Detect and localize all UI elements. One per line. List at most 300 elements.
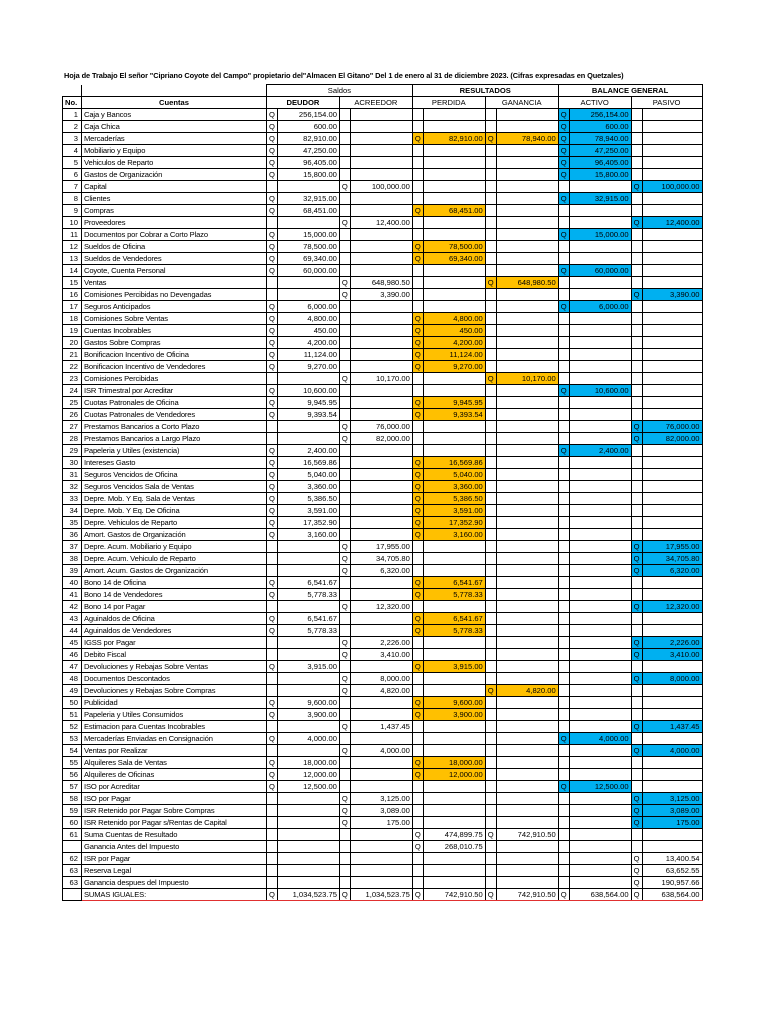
perdida-currency — [412, 229, 423, 241]
activo-currency — [558, 625, 569, 637]
empty-cell — [277, 865, 339, 877]
empty-cell — [569, 853, 631, 865]
activo-value: 6,000.00 — [569, 301, 631, 313]
ganancia-value: 742,910.50 — [496, 829, 558, 841]
acreedor-value — [350, 493, 412, 505]
account-name: Bono 14 de Oficina — [82, 577, 267, 589]
perdida-value — [423, 277, 485, 289]
row-number: 52 — [63, 721, 82, 733]
pasivo-value: 34,705.80 — [642, 553, 702, 565]
deudor-currency: Q — [267, 757, 278, 769]
account-name: Bonificacion Incentivo de Vendedores — [82, 361, 267, 373]
row-number: 7 — [63, 181, 82, 193]
perdida-value — [423, 433, 485, 445]
ganancia-value — [496, 421, 558, 433]
activo-value — [569, 757, 631, 769]
pasivo-currency: Q — [631, 421, 642, 433]
row-number: 44 — [63, 625, 82, 637]
ganancia-value — [496, 457, 558, 469]
acreedor-value: 10,170.00 — [350, 373, 412, 385]
ganancia-currency — [485, 121, 496, 133]
activo-value — [569, 337, 631, 349]
deudor-currency: Q — [267, 349, 278, 361]
perdida-currency — [412, 157, 423, 169]
account-name: Vehiculos de Reparto — [82, 157, 267, 169]
deudor-value: 12,000.00 — [277, 769, 339, 781]
deudor-value: 17,352.90 — [277, 517, 339, 529]
row-number: 3 — [63, 133, 82, 145]
perdida-currency: Q — [412, 409, 423, 421]
row-number: 42 — [63, 601, 82, 613]
acreedor-currency — [339, 361, 350, 373]
perdida-currency: Q — [412, 577, 423, 589]
table-row — [63, 301, 703, 313]
summary-row — [63, 829, 703, 841]
pasivo-value — [642, 709, 702, 721]
empty-cell — [558, 829, 569, 841]
perdida-currency — [412, 421, 423, 433]
ganancia-currency — [485, 697, 496, 709]
header-balance-general: BALANCE GENERAL — [558, 85, 702, 97]
activo-value — [569, 745, 631, 757]
row-number: 40 — [63, 577, 82, 589]
pasivo-currency — [631, 517, 642, 529]
activo-currency — [558, 697, 569, 709]
summary-label: Ganancia despues del Impuesto — [82, 877, 267, 889]
account-name: Devoluciones y Rebajas Sobre Ventas — [82, 661, 267, 673]
perdida-value: 4,800.00 — [423, 313, 485, 325]
ganancia-currency — [485, 625, 496, 637]
acreedor-value — [350, 313, 412, 325]
activo-currency: Q — [558, 121, 569, 133]
pasivo-currency — [631, 229, 642, 241]
perdida-currency: Q — [412, 349, 423, 361]
deudor-value: 5,778.33 — [277, 589, 339, 601]
perdida-currency — [412, 721, 423, 733]
table-row — [63, 433, 703, 445]
acreedor-currency — [339, 505, 350, 517]
acreedor-value: 4,820.00 — [350, 685, 412, 697]
table-row — [63, 637, 703, 649]
ganancia-value — [496, 289, 558, 301]
header-blank — [82, 85, 267, 97]
acreedor-value — [350, 457, 412, 469]
deudor-currency: Q — [267, 781, 278, 793]
perdida-currency: Q — [412, 841, 423, 853]
acreedor-currency: Q — [339, 373, 350, 385]
totals-perdida: 742,910.50 — [423, 889, 485, 901]
account-name: Devoluciones y Rebajas Sobre Compras — [82, 685, 267, 697]
table-row — [63, 325, 703, 337]
table-row — [63, 313, 703, 325]
ganancia-currency — [485, 409, 496, 421]
deudor-currency: Q — [267, 313, 278, 325]
perdida-currency: Q — [412, 313, 423, 325]
ganancia-currency — [485, 817, 496, 829]
summary-label: Reserva Legal — [82, 865, 267, 877]
pasivo-currency — [631, 397, 642, 409]
pasivo-currency — [631, 625, 642, 637]
pasivo-value — [642, 325, 702, 337]
activo-currency — [558, 469, 569, 481]
acreedor-currency — [339, 301, 350, 313]
pasivo-value: 3,125.00 — [642, 793, 702, 805]
perdida-value: 6,541.67 — [423, 577, 485, 589]
deudor-value — [277, 289, 339, 301]
header-row-1 — [63, 85, 703, 97]
pasivo-currency: Q — [631, 673, 642, 685]
account-name: Comisiones Sobre Ventas — [82, 313, 267, 325]
ganancia-value — [496, 349, 558, 361]
acreedor-currency: Q — [339, 181, 350, 193]
deudor-value: 5,778.33 — [277, 625, 339, 637]
pasivo-value: 8,000.00 — [642, 673, 702, 685]
perdida-value: 3,360.00 — [423, 481, 485, 493]
account-name: Prestamos Bancarios a Largo Plazo — [82, 433, 267, 445]
activo-value — [569, 553, 631, 565]
ganancia-currency — [485, 337, 496, 349]
table-row — [63, 625, 703, 637]
activo-value — [569, 793, 631, 805]
pasivo-currency — [631, 445, 642, 457]
perdida-value — [423, 853, 485, 865]
perdida-value: 17,352.90 — [423, 517, 485, 529]
deudor-value: 6,541.67 — [277, 577, 339, 589]
deudor-currency — [267, 685, 278, 697]
activo-value — [569, 469, 631, 481]
activo-value — [569, 373, 631, 385]
ganancia-value — [496, 553, 558, 565]
table-row — [63, 361, 703, 373]
acreedor-currency — [339, 121, 350, 133]
activo-currency — [558, 805, 569, 817]
table-row — [63, 505, 703, 517]
deudor-currency: Q — [267, 325, 278, 337]
perdida-value — [423, 781, 485, 793]
pasivo-value: 63,652.55 — [642, 865, 702, 877]
activo-value — [569, 577, 631, 589]
ganancia-currency — [485, 457, 496, 469]
empty-cell — [350, 865, 412, 877]
table-row — [63, 493, 703, 505]
ganancia-currency — [485, 841, 496, 853]
acreedor-currency — [339, 481, 350, 493]
empty-cell — [558, 865, 569, 877]
acreedor-currency: Q — [339, 421, 350, 433]
deudor-value: 10,600.00 — [277, 385, 339, 397]
acreedor-value: 3,410.00 — [350, 649, 412, 661]
pasivo-value — [642, 193, 702, 205]
row-number: 45 — [63, 637, 82, 649]
row-number: 12 — [63, 241, 82, 253]
acreedor-value — [350, 349, 412, 361]
deudor-currency — [267, 673, 278, 685]
pasivo-currency — [631, 709, 642, 721]
pasivo-currency: Q — [631, 853, 642, 865]
deudor-currency: Q — [267, 121, 278, 133]
row-number: 49 — [63, 685, 82, 697]
pasivo-value — [642, 529, 702, 541]
ganancia-value — [496, 721, 558, 733]
ganancia-value — [496, 313, 558, 325]
ganancia-currency — [485, 217, 496, 229]
deudor-currency — [267, 181, 278, 193]
ganancia-value — [496, 781, 558, 793]
activo-currency: Q — [558, 133, 569, 145]
acreedor-value: 648,980.50 — [350, 277, 412, 289]
account-name: Depre. Mob. Y Eq. De Oficina — [82, 505, 267, 517]
ganancia-currency — [485, 589, 496, 601]
acreedor-currency: Q — [339, 673, 350, 685]
worksheet-table — [62, 84, 703, 901]
row-number: 38 — [63, 553, 82, 565]
acreedor-value — [350, 169, 412, 181]
row-number: 24 — [63, 385, 82, 397]
totals-activo-currency: Q — [558, 889, 569, 901]
row-number: 55 — [63, 757, 82, 769]
table-row — [63, 565, 703, 577]
perdida-value — [423, 805, 485, 817]
activo-currency — [558, 565, 569, 577]
pasivo-value — [642, 337, 702, 349]
perdida-currency: Q — [412, 697, 423, 709]
deudor-currency: Q — [267, 481, 278, 493]
ganancia-currency — [485, 493, 496, 505]
table-row — [63, 337, 703, 349]
perdida-value: 6,541.67 — [423, 613, 485, 625]
empty-cell — [339, 841, 350, 853]
perdida-currency — [412, 853, 423, 865]
account-name: Depre. Vehiculos de Reparto — [82, 517, 267, 529]
ganancia-currency — [485, 709, 496, 721]
perdida-value — [423, 169, 485, 181]
pasivo-currency — [631, 685, 642, 697]
account-name: Papeleria y Utiles Consumidos — [82, 709, 267, 721]
deudor-currency: Q — [267, 337, 278, 349]
table-row — [63, 733, 703, 745]
pasivo-value — [642, 145, 702, 157]
activo-currency: Q — [558, 733, 569, 745]
ganancia-value — [496, 877, 558, 889]
acreedor-currency — [339, 385, 350, 397]
ganancia-currency: Q — [485, 277, 496, 289]
summary-rows — [63, 829, 703, 889]
activo-currency — [558, 277, 569, 289]
ganancia-value — [496, 433, 558, 445]
perdida-value — [423, 673, 485, 685]
ganancia-currency — [485, 253, 496, 265]
header-row-2 — [63, 97, 703, 109]
acreedor-value — [350, 757, 412, 769]
activo-currency — [558, 289, 569, 301]
deudor-currency: Q — [267, 397, 278, 409]
perdida-value: 4,200.00 — [423, 337, 485, 349]
account-name: Estimacion para Cuentas Incobrables — [82, 721, 267, 733]
activo-currency: Q — [558, 193, 569, 205]
perdida-value — [423, 565, 485, 577]
acreedor-value: 3,125.00 — [350, 793, 412, 805]
table-row — [63, 697, 703, 709]
ganancia-value: 648,980.50 — [496, 277, 558, 289]
acreedor-currency: Q — [339, 817, 350, 829]
activo-currency — [558, 673, 569, 685]
acreedor-currency — [339, 337, 350, 349]
acreedor-value — [350, 445, 412, 457]
header-pasivo: PASIVO — [631, 97, 702, 109]
account-name: Cuentas Incobrables — [82, 325, 267, 337]
pasivo-currency: Q — [631, 601, 642, 613]
perdida-currency: Q — [412, 709, 423, 721]
ganancia-currency — [485, 613, 496, 625]
perdida-currency — [412, 433, 423, 445]
ganancia-currency — [485, 433, 496, 445]
perdida-value — [423, 601, 485, 613]
acreedor-currency — [339, 205, 350, 217]
acreedor-value — [350, 709, 412, 721]
activo-value — [569, 409, 631, 421]
acreedor-currency — [339, 169, 350, 181]
acreedor-value — [350, 133, 412, 145]
deudor-value — [277, 805, 339, 817]
pasivo-currency: Q — [631, 433, 642, 445]
table-row — [63, 757, 703, 769]
perdida-value — [423, 385, 485, 397]
deudor-value — [277, 637, 339, 649]
ganancia-currency — [485, 577, 496, 589]
perdida-currency: Q — [412, 241, 423, 253]
pasivo-currency — [631, 385, 642, 397]
deudor-value: 11,124.00 — [277, 349, 339, 361]
acreedor-value — [350, 385, 412, 397]
activo-currency — [558, 529, 569, 541]
activo-currency: Q — [558, 445, 569, 457]
pasivo-currency — [631, 577, 642, 589]
deudor-value: 3,591.00 — [277, 505, 339, 517]
table-row — [63, 577, 703, 589]
perdida-value: 82,910.00 — [423, 133, 485, 145]
ganancia-value — [496, 661, 558, 673]
deudor-value: 18,000.00 — [277, 757, 339, 769]
activo-value: 15,800.00 — [569, 169, 631, 181]
deudor-value: 96,405.00 — [277, 157, 339, 169]
acreedor-currency — [339, 589, 350, 601]
table-row — [63, 685, 703, 697]
empty-cell — [350, 841, 412, 853]
perdida-currency — [412, 781, 423, 793]
acreedor-currency — [339, 397, 350, 409]
activo-currency: Q — [558, 157, 569, 169]
row-number: 29 — [63, 445, 82, 457]
account-name: Amort. Acum. Gastos de Organización — [82, 565, 267, 577]
activo-currency — [558, 745, 569, 757]
table-row — [63, 109, 703, 121]
totals-row — [63, 889, 703, 901]
ganancia-currency — [485, 469, 496, 481]
perdida-currency — [412, 805, 423, 817]
perdida-currency — [412, 865, 423, 877]
deudor-currency — [267, 373, 278, 385]
deudor-currency — [267, 277, 278, 289]
acreedor-value — [350, 397, 412, 409]
deudor-currency: Q — [267, 661, 278, 673]
deudor-currency — [267, 421, 278, 433]
table-row — [63, 373, 703, 385]
worksheet-title: Hoja de Trabajo El señor "Cipriano Coyote del Campo" propietario del"Almacen El Gitano" Del 1 de enero al 31 de diciembre 2023. (Cifras expresadas en Quetzales) — [64, 71, 624, 80]
empty-cell — [350, 877, 412, 889]
deudor-value: 4,000.00 — [277, 733, 339, 745]
pasivo-value — [642, 505, 702, 517]
acreedor-value — [350, 157, 412, 169]
pasivo-value — [642, 493, 702, 505]
account-name: Cuotas Patronales de Vendedores — [82, 409, 267, 421]
deudor-currency: Q — [267, 493, 278, 505]
activo-currency — [558, 217, 569, 229]
deudor-currency: Q — [267, 625, 278, 637]
row-number: 31 — [63, 469, 82, 481]
perdida-value: 268,010.75 — [423, 841, 485, 853]
activo-currency — [558, 553, 569, 565]
ganancia-value — [496, 517, 558, 529]
acreedor-value — [350, 193, 412, 205]
pasivo-value — [642, 577, 702, 589]
empty-cell — [339, 865, 350, 877]
activo-value: 4,000.00 — [569, 733, 631, 745]
row-number: 32 — [63, 481, 82, 493]
acreedor-currency — [339, 517, 350, 529]
activo-currency — [558, 433, 569, 445]
deudor-value: 12,500.00 — [277, 781, 339, 793]
ganancia-currency — [485, 229, 496, 241]
acreedor-value: 100,000.00 — [350, 181, 412, 193]
activo-currency — [558, 325, 569, 337]
acreedor-value — [350, 361, 412, 373]
ganancia-value — [496, 481, 558, 493]
acreedor-value: 2,226.00 — [350, 637, 412, 649]
ganancia-value — [496, 169, 558, 181]
table-row — [63, 721, 703, 733]
summary-row — [63, 865, 703, 877]
row-number: 2 — [63, 121, 82, 133]
empty-cell — [558, 841, 569, 853]
ganancia-currency — [485, 349, 496, 361]
pasivo-currency: Q — [631, 817, 642, 829]
acreedor-currency — [339, 625, 350, 637]
pasivo-value: 3,410.00 — [642, 649, 702, 661]
table-row — [63, 265, 703, 277]
pasivo-value — [642, 625, 702, 637]
ganancia-value — [496, 121, 558, 133]
row-number: 48 — [63, 673, 82, 685]
row-number: 11 — [63, 229, 82, 241]
pasivo-value — [642, 409, 702, 421]
table-row — [63, 649, 703, 661]
account-name: Caja Chica — [82, 121, 267, 133]
pasivo-value — [642, 121, 702, 133]
activo-currency — [558, 409, 569, 421]
table-row — [63, 445, 703, 457]
summary-label: Suma Cuentas de Resultado — [82, 829, 267, 841]
pasivo-currency — [631, 373, 642, 385]
table-row — [63, 469, 703, 481]
activo-currency — [558, 181, 569, 193]
ganancia-currency: Q — [485, 133, 496, 145]
account-name: Prestamos Bancarios a Corto Plazo — [82, 421, 267, 433]
perdida-currency — [412, 385, 423, 397]
ganancia-value — [496, 181, 558, 193]
activo-value — [569, 709, 631, 721]
deudor-value: 5,040.00 — [277, 469, 339, 481]
activo-value — [569, 313, 631, 325]
